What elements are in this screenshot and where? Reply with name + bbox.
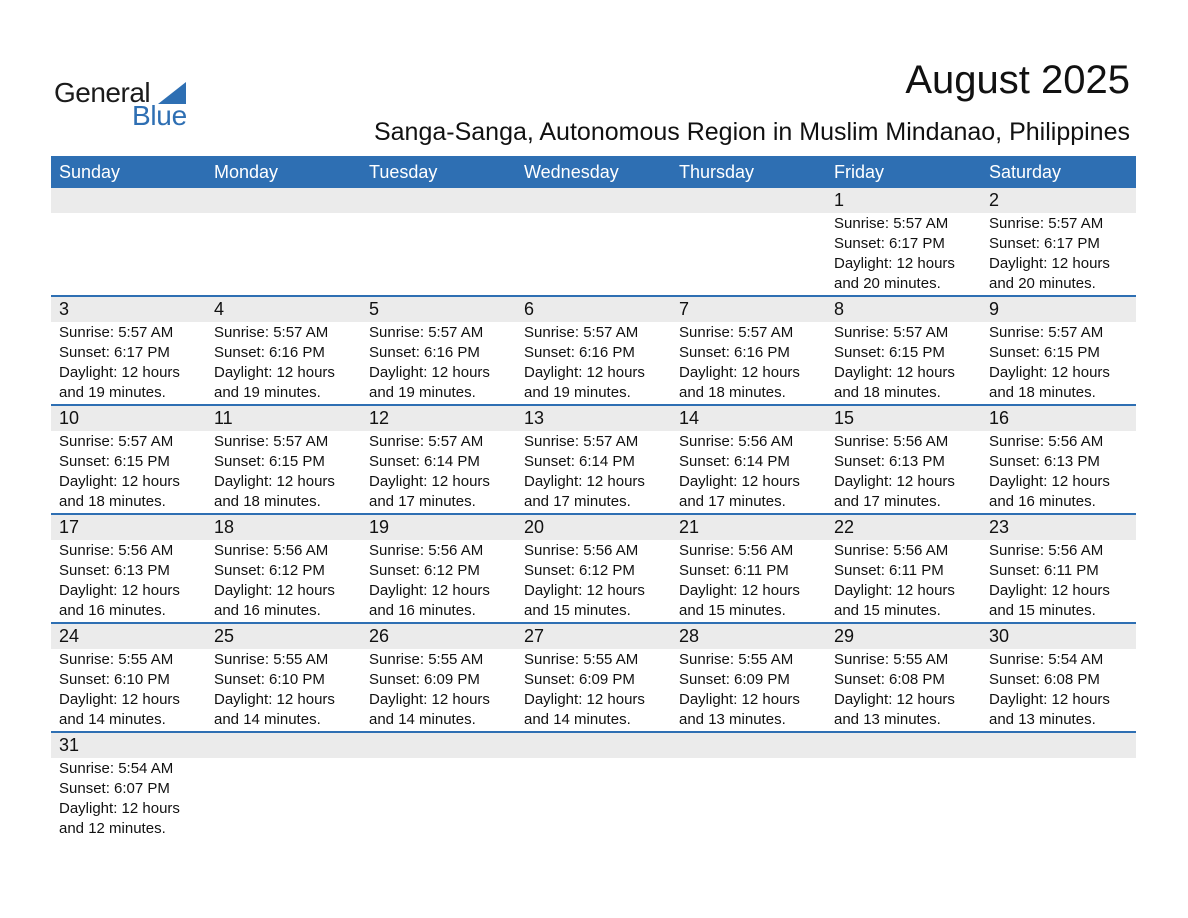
day-sunrise: Sunrise: 5:54 AM bbox=[989, 651, 1104, 668]
day-sunset: Sunset: 6:17 PM bbox=[989, 235, 1100, 252]
day-number: 30 bbox=[989, 626, 1010, 646]
day-number bbox=[361, 188, 516, 213]
day-daylight: Daylight: 12 hours bbox=[679, 691, 800, 708]
day-number bbox=[51, 188, 206, 213]
day-number: 3 bbox=[59, 299, 70, 319]
day-cell bbox=[981, 540, 1136, 622]
day-daylight: Daylight: 12 hours bbox=[59, 582, 180, 599]
day-number-row bbox=[51, 624, 1136, 649]
day-cell bbox=[671, 540, 826, 622]
day-number bbox=[671, 188, 826, 213]
day-number-row bbox=[51, 406, 1136, 431]
day-cell bbox=[206, 431, 361, 513]
day-daylight: Daylight: 12 hours bbox=[59, 473, 180, 490]
day-daylight: Daylight: 12 hours bbox=[834, 582, 955, 599]
day-cell bbox=[516, 322, 671, 404]
day-sunrise: Sunrise: 5:57 AM bbox=[369, 324, 484, 341]
weekday-monday: Monday bbox=[214, 162, 279, 182]
day-minutes: and 19 minutes. bbox=[524, 384, 631, 401]
day-cell bbox=[51, 758, 206, 840]
day-number: 29 bbox=[834, 626, 855, 646]
day-sunset: Sunset: 6:07 PM bbox=[59, 780, 170, 797]
day-minutes: and 14 minutes. bbox=[214, 711, 321, 728]
day-number-row bbox=[51, 188, 1136, 213]
day-minutes: and 15 minutes. bbox=[524, 602, 631, 619]
day-number bbox=[981, 733, 1136, 758]
day-number-row bbox=[51, 515, 1136, 540]
day-info-row bbox=[51, 322, 1136, 404]
day-sunrise: Sunrise: 5:56 AM bbox=[834, 433, 949, 450]
day-daylight: Daylight: 12 hours bbox=[989, 582, 1110, 599]
day-cell bbox=[981, 322, 1136, 404]
day-sunset: Sunset: 6:14 PM bbox=[679, 453, 790, 470]
calendar-week bbox=[51, 624, 1136, 733]
day-sunrise: Sunrise: 5:57 AM bbox=[59, 433, 174, 450]
day-number: 9 bbox=[989, 299, 1000, 319]
day-cell bbox=[206, 213, 361, 295]
logo-general-text: General bbox=[54, 77, 151, 108]
day-daylight: Daylight: 12 hours bbox=[834, 255, 955, 272]
day-cell bbox=[51, 540, 206, 622]
calendar-week bbox=[51, 406, 1136, 515]
day-number: 31 bbox=[59, 735, 80, 755]
day-daylight: Daylight: 12 hours bbox=[214, 582, 335, 599]
day-number: 1 bbox=[834, 190, 845, 210]
day-sunset: Sunset: 6:15 PM bbox=[59, 453, 170, 470]
day-number: 22 bbox=[834, 517, 855, 537]
day-daylight: Daylight: 12 hours bbox=[834, 691, 955, 708]
calendar-week bbox=[51, 188, 1136, 297]
weekday-tuesday: Tuesday bbox=[369, 162, 438, 182]
day-sunset: Sunset: 6:13 PM bbox=[989, 453, 1100, 470]
day-minutes: and 17 minutes. bbox=[679, 493, 786, 510]
day-number: 16 bbox=[989, 408, 1010, 428]
day-cell bbox=[206, 649, 361, 731]
day-cell bbox=[671, 649, 826, 731]
day-minutes: and 18 minutes. bbox=[59, 493, 166, 510]
day-sunset: Sunset: 6:16 PM bbox=[369, 344, 480, 361]
day-daylight: Daylight: 12 hours bbox=[214, 691, 335, 708]
day-daylight: Daylight: 12 hours bbox=[59, 691, 180, 708]
day-cell bbox=[51, 649, 206, 731]
day-cell bbox=[516, 649, 671, 731]
day-info-row bbox=[51, 213, 1136, 295]
day-sunrise: Sunrise: 5:56 AM bbox=[834, 542, 949, 559]
day-daylight: Daylight: 12 hours bbox=[989, 691, 1110, 708]
day-cell bbox=[671, 213, 826, 295]
day-sunset: Sunset: 6:08 PM bbox=[989, 671, 1100, 688]
day-minutes: and 13 minutes. bbox=[679, 711, 786, 728]
day-sunrise: Sunrise: 5:56 AM bbox=[989, 542, 1104, 559]
day-sunrise: Sunrise: 5:57 AM bbox=[214, 433, 329, 450]
day-cell bbox=[516, 213, 671, 295]
day-minutes: and 16 minutes. bbox=[59, 602, 166, 619]
day-info-row bbox=[51, 649, 1136, 731]
day-sunrise: Sunrise: 5:56 AM bbox=[369, 542, 484, 559]
day-number: 21 bbox=[679, 517, 700, 537]
day-minutes: and 14 minutes. bbox=[524, 711, 631, 728]
day-minutes: and 13 minutes. bbox=[834, 711, 941, 728]
day-minutes: and 16 minutes. bbox=[989, 493, 1096, 510]
logo bbox=[54, 78, 194, 130]
day-number: 7 bbox=[679, 299, 690, 319]
day-sunrise: Sunrise: 5:57 AM bbox=[989, 324, 1104, 341]
day-sunset: Sunset: 6:11 PM bbox=[679, 562, 789, 579]
day-sunset: Sunset: 6:09 PM bbox=[369, 671, 480, 688]
day-daylight: Daylight: 12 hours bbox=[524, 582, 645, 599]
day-cell bbox=[51, 213, 206, 295]
day-daylight: Daylight: 12 hours bbox=[834, 473, 955, 490]
day-sunrise: Sunrise: 5:55 AM bbox=[524, 651, 639, 668]
day-daylight: Daylight: 12 hours bbox=[214, 473, 335, 490]
day-daylight: Daylight: 12 hours bbox=[59, 364, 180, 381]
day-sunrise: Sunrise: 5:57 AM bbox=[679, 324, 794, 341]
day-daylight: Daylight: 12 hours bbox=[679, 582, 800, 599]
day-minutes: and 17 minutes. bbox=[524, 493, 631, 510]
day-number: 8 bbox=[834, 299, 845, 319]
day-number: 15 bbox=[834, 408, 855, 428]
day-cell bbox=[671, 758, 826, 840]
day-number: 6 bbox=[524, 299, 535, 319]
day-sunset: Sunset: 6:13 PM bbox=[834, 453, 945, 470]
day-cell bbox=[516, 540, 671, 622]
day-sunset: Sunset: 6:15 PM bbox=[834, 344, 945, 361]
day-number bbox=[516, 733, 671, 758]
day-number: 14 bbox=[679, 408, 700, 428]
day-daylight: Daylight: 12 hours bbox=[989, 473, 1110, 490]
day-daylight: Daylight: 12 hours bbox=[679, 364, 800, 381]
day-number: 5 bbox=[369, 299, 380, 319]
day-number bbox=[206, 733, 361, 758]
day-info-row bbox=[51, 431, 1136, 513]
day-sunrise: Sunrise: 5:56 AM bbox=[679, 542, 794, 559]
day-daylight: Daylight: 12 hours bbox=[989, 364, 1110, 381]
day-sunrise: Sunrise: 5:57 AM bbox=[59, 324, 174, 341]
day-cell bbox=[206, 540, 361, 622]
day-cell bbox=[826, 431, 981, 513]
day-sunset: Sunset: 6:12 PM bbox=[214, 562, 325, 579]
day-sunset: Sunset: 6:12 PM bbox=[369, 562, 480, 579]
day-cell bbox=[981, 649, 1136, 731]
weekday-wednesday: Wednesday bbox=[524, 162, 619, 182]
day-number-row bbox=[51, 297, 1136, 322]
calendar-week bbox=[51, 297, 1136, 406]
day-number: 26 bbox=[369, 626, 390, 646]
day-number: 18 bbox=[214, 517, 235, 537]
day-info-row bbox=[51, 540, 1136, 622]
day-minutes: and 14 minutes. bbox=[59, 711, 166, 728]
day-cell bbox=[826, 649, 981, 731]
weekday-header bbox=[51, 156, 1136, 188]
day-minutes: and 17 minutes. bbox=[834, 493, 941, 510]
day-sunset: Sunset: 6:10 PM bbox=[214, 671, 325, 688]
day-daylight: Daylight: 12 hours bbox=[369, 473, 490, 490]
day-cell bbox=[361, 540, 516, 622]
day-sunset: Sunset: 6:15 PM bbox=[214, 453, 325, 470]
day-number: 23 bbox=[989, 517, 1010, 537]
day-daylight: Daylight: 12 hours bbox=[369, 582, 490, 599]
day-minutes: and 14 minutes. bbox=[369, 711, 476, 728]
day-minutes: and 20 minutes. bbox=[989, 275, 1096, 292]
page-subtitle: Sanga-Sanga, Autonomous Region in Muslim Mindanao, Philippines bbox=[373, 118, 1130, 146]
day-sunset: Sunset: 6:11 PM bbox=[989, 562, 1099, 579]
day-daylight: Daylight: 12 hours bbox=[524, 364, 645, 381]
day-sunset: Sunset: 6:08 PM bbox=[834, 671, 945, 688]
day-daylight: Daylight: 12 hours bbox=[989, 255, 1110, 272]
day-minutes: and 18 minutes. bbox=[989, 384, 1096, 401]
day-sunset: Sunset: 6:10 PM bbox=[59, 671, 170, 688]
weekday-friday: Friday bbox=[834, 162, 885, 182]
day-sunrise: Sunrise: 5:56 AM bbox=[989, 433, 1104, 450]
day-minutes: and 18 minutes. bbox=[834, 384, 941, 401]
day-cell bbox=[361, 322, 516, 404]
day-number bbox=[206, 188, 361, 213]
day-minutes: and 16 minutes. bbox=[214, 602, 321, 619]
logo-blue-text: Blue bbox=[132, 100, 187, 131]
day-cell bbox=[516, 431, 671, 513]
day-sunset: Sunset: 6:17 PM bbox=[59, 344, 170, 361]
day-sunrise: Sunrise: 5:55 AM bbox=[214, 651, 329, 668]
day-cell bbox=[671, 322, 826, 404]
day-sunset: Sunset: 6:17 PM bbox=[834, 235, 945, 252]
day-minutes: and 18 minutes. bbox=[214, 493, 321, 510]
day-number: 11 bbox=[214, 408, 233, 428]
day-sunrise: Sunrise: 5:57 AM bbox=[834, 324, 949, 341]
day-number bbox=[361, 733, 516, 758]
day-cell bbox=[516, 758, 671, 840]
day-daylight: Daylight: 12 hours bbox=[369, 691, 490, 708]
day-minutes: and 15 minutes. bbox=[989, 602, 1096, 619]
day-sunrise: Sunrise: 5:56 AM bbox=[214, 542, 329, 559]
day-minutes: and 19 minutes. bbox=[369, 384, 476, 401]
calendar-weeks bbox=[51, 188, 1136, 840]
day-sunset: Sunset: 6:12 PM bbox=[524, 562, 635, 579]
day-number: 20 bbox=[524, 517, 545, 537]
day-sunrise: Sunrise: 5:57 AM bbox=[524, 433, 639, 450]
day-number: 12 bbox=[369, 408, 390, 428]
day-minutes: and 19 minutes. bbox=[214, 384, 321, 401]
day-minutes: and 13 minutes. bbox=[989, 711, 1096, 728]
day-cell bbox=[51, 431, 206, 513]
day-sunset: Sunset: 6:09 PM bbox=[679, 671, 790, 688]
day-daylight: Daylight: 12 hours bbox=[524, 691, 645, 708]
day-cell bbox=[361, 213, 516, 295]
day-cell bbox=[206, 758, 361, 840]
day-minutes: and 15 minutes. bbox=[834, 602, 941, 619]
day-number: 17 bbox=[59, 517, 80, 537]
day-number: 24 bbox=[59, 626, 80, 646]
day-minutes: and 15 minutes. bbox=[679, 602, 786, 619]
day-cell bbox=[981, 213, 1136, 295]
day-number: 27 bbox=[524, 626, 545, 646]
day-daylight: Daylight: 12 hours bbox=[679, 473, 800, 490]
day-sunrise: Sunrise: 5:54 AM bbox=[59, 760, 174, 777]
day-number-row bbox=[51, 733, 1136, 758]
day-minutes: and 16 minutes. bbox=[369, 602, 476, 619]
day-daylight: Daylight: 12 hours bbox=[834, 364, 955, 381]
day-sunset: Sunset: 6:11 PM bbox=[834, 562, 944, 579]
day-cell bbox=[981, 431, 1136, 513]
day-cell bbox=[361, 431, 516, 513]
calendar-week bbox=[51, 515, 1136, 624]
day-cell bbox=[361, 649, 516, 731]
day-sunset: Sunset: 6:13 PM bbox=[59, 562, 170, 579]
day-daylight: Daylight: 12 hours bbox=[59, 800, 180, 817]
day-number: 10 bbox=[59, 408, 80, 428]
day-number: 28 bbox=[679, 626, 700, 646]
day-cell bbox=[826, 540, 981, 622]
day-number: 13 bbox=[524, 408, 545, 428]
day-sunrise: Sunrise: 5:55 AM bbox=[834, 651, 949, 668]
day-number: 19 bbox=[369, 517, 390, 537]
day-cell bbox=[361, 758, 516, 840]
day-minutes: and 20 minutes. bbox=[834, 275, 941, 292]
day-sunset: Sunset: 6:15 PM bbox=[989, 344, 1100, 361]
day-number bbox=[671, 733, 826, 758]
day-sunrise: Sunrise: 5:57 AM bbox=[369, 433, 484, 450]
weekday-thursday: Thursday bbox=[679, 162, 755, 182]
day-number bbox=[516, 188, 671, 213]
day-sunset: Sunset: 6:16 PM bbox=[524, 344, 635, 361]
day-cell bbox=[826, 758, 981, 840]
day-sunrise: Sunrise: 5:57 AM bbox=[524, 324, 639, 341]
day-sunset: Sunset: 6:16 PM bbox=[214, 344, 325, 361]
day-sunset: Sunset: 6:09 PM bbox=[524, 671, 635, 688]
day-minutes: and 12 minutes. bbox=[59, 820, 166, 837]
day-number bbox=[826, 733, 981, 758]
day-daylight: Daylight: 12 hours bbox=[214, 364, 335, 381]
page-title: August 2025 bbox=[905, 58, 1130, 102]
day-cell bbox=[206, 322, 361, 404]
day-cell bbox=[826, 213, 981, 295]
day-sunset: Sunset: 6:14 PM bbox=[369, 453, 480, 470]
day-sunrise: Sunrise: 5:57 AM bbox=[834, 215, 949, 232]
day-sunset: Sunset: 6:14 PM bbox=[524, 453, 635, 470]
calendar-week bbox=[51, 733, 1136, 840]
day-cell bbox=[51, 322, 206, 404]
day-sunrise: Sunrise: 5:56 AM bbox=[679, 433, 794, 450]
day-number: 25 bbox=[214, 626, 235, 646]
day-minutes: and 17 minutes. bbox=[369, 493, 476, 510]
day-number: 2 bbox=[989, 190, 1000, 210]
day-sunrise: Sunrise: 5:57 AM bbox=[214, 324, 329, 341]
day-cell bbox=[981, 758, 1136, 840]
day-sunrise: Sunrise: 5:55 AM bbox=[59, 651, 174, 668]
day-daylight: Daylight: 12 hours bbox=[524, 473, 645, 490]
day-number: 4 bbox=[214, 299, 225, 319]
day-sunrise: Sunrise: 5:56 AM bbox=[59, 542, 174, 559]
day-sunset: Sunset: 6:16 PM bbox=[679, 344, 790, 361]
day-cell bbox=[671, 431, 826, 513]
day-sunrise: Sunrise: 5:56 AM bbox=[524, 542, 639, 559]
calendar bbox=[51, 156, 1136, 840]
day-sunrise: Sunrise: 5:55 AM bbox=[679, 651, 794, 668]
day-daylight: Daylight: 12 hours bbox=[369, 364, 490, 381]
weekday-saturday: Saturday bbox=[989, 162, 1062, 182]
day-minutes: and 19 minutes. bbox=[59, 384, 166, 401]
day-sunrise: Sunrise: 5:57 AM bbox=[989, 215, 1104, 232]
weekday-sunday: Sunday bbox=[59, 162, 121, 182]
day-sunrise: Sunrise: 5:55 AM bbox=[369, 651, 484, 668]
day-minutes: and 18 minutes. bbox=[679, 384, 786, 401]
day-info-row bbox=[51, 758, 1136, 840]
day-cell bbox=[826, 322, 981, 404]
